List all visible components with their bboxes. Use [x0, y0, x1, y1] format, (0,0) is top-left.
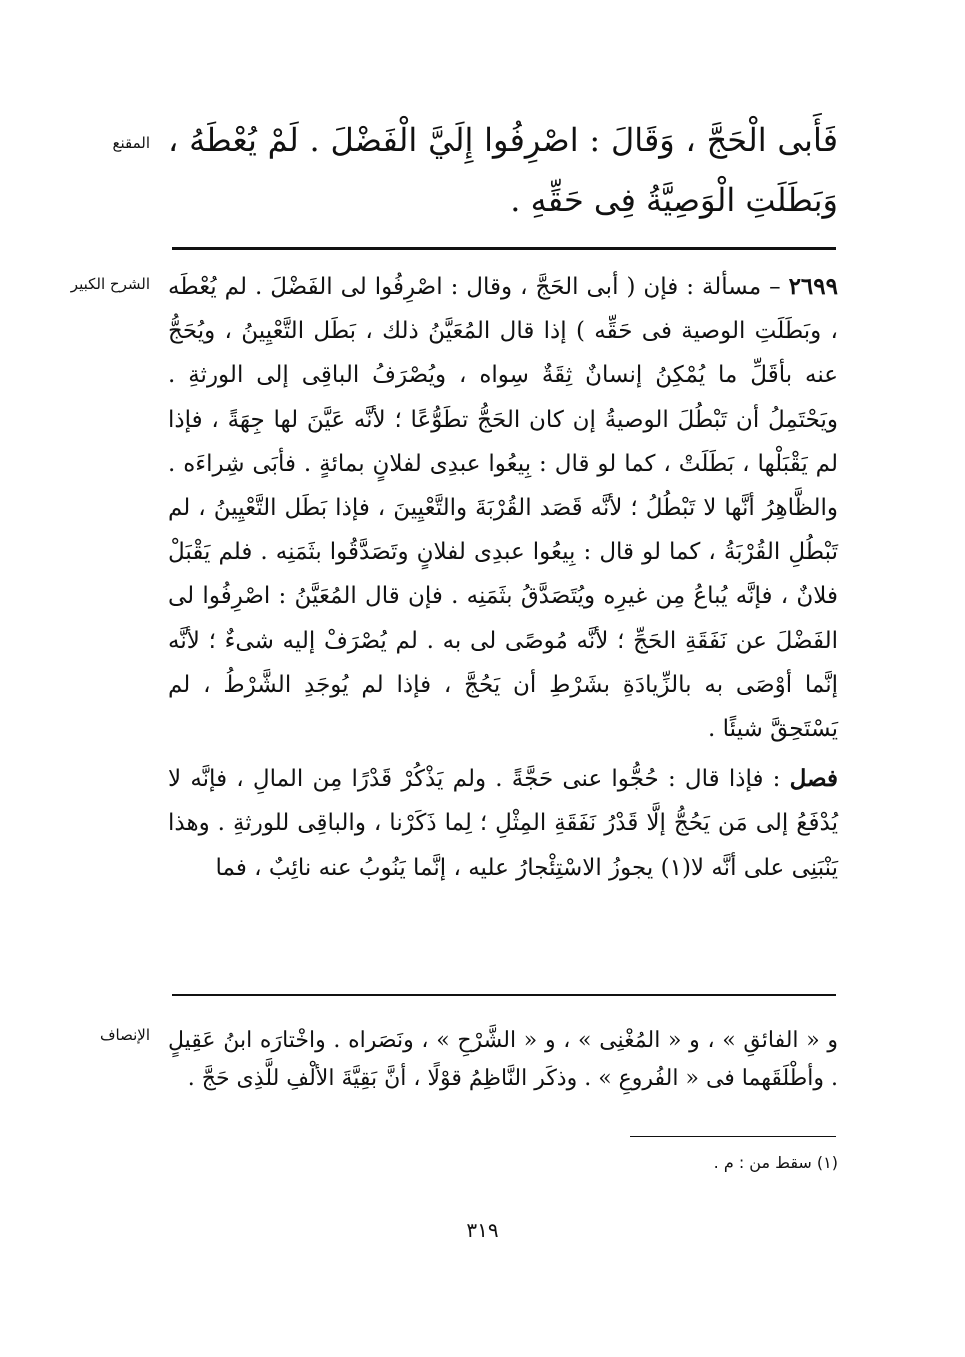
sharh-label: الشرح الكبير — [70, 275, 150, 293]
masala-body: – مسألة : فإن ( أبى الحَجَّ ، وقال : اصْرِفُوا لى الفَضْلَ . لم يُعْطَه ، وبَطَلَتِ الوصية فى حَقِّه ) إذا قال المُعَيَّنُ ذلك ، بَطَل التَّعْيِينُ ، ويُحَجُّ عنه بأقَلِّ ما يُمْكِنُ إنسانٌ ثِقَةٌ سِواه ، ويُصْرَفُ الباقِى إلى الورثةِ . ويَحْتَمِلُ أن تَبْطُلَ الوصيةُ إن كان الحَجُّ تطَوُّعًا ؛ لأنَّه عَيَّنَ لها جِهَةً ، فإذا لم يَقْبَلْها ، بَطَلَتْ ، كما لو قال : بِيعُوا عبدِى لفلانٍ بمائةٍ . فأبَى شِراءَه . والظَّاهِرُ أنَّها لا تَبْطُلُ ؛ لأنَّه قَصَد القُرْبَةَ والتَّعْيِينَ ، فإذا بَطَل التَّعْيِينُ ، لم تَبْطُلِ القُرْبَةُ ، كما لو قال : بِيعُوا عبدِى لفلانٍ وتَصَدَّقُوا بثَمَنِه . فلم يَقْبَلْ فلانٌ ، فإنَّه يُباعُ مِن غيرِه ويُتَصَدَّقُ بثَمَنِه . فإن قال المُعَيَّنُ : اصْرِفُوا لى الفَضْلَ عن نَفَقَةِ الحَجِّ ؛ لأنَّه مُوصًى لى به . لم يُصْرَفْ إليه شىءٌ ؛ لأنَّه إنَّما أوْصَى به بالزِّيادَةِ بشَرْطِ أن يَحُجَّ ، فإذا لم يُوجَدِ الشَّرْطُ ، لم يَسْتَحِقَّ شيئًا . — [168, 274, 838, 743]
fasl-heading: فصل — [789, 765, 838, 793]
fasl-body: : فإذا قال : حُجُّوا عنى حَجَّةً . ولم يَذْكُرْ قَدْرًا مِن المالِ ، فإنَّه لا يُدْفَعُ إلى مَن يَحُجُّ إلَّا قَدْرُ نَفَقَةِ المِثْلِ ؛ لِما ذَكَرْنا ، والباقِى للورثةِ . وهذا يَنْبَنِى على أنَّه لا(١) يجوزُ الاسْتِئْجارُ عليه ، إنَّما يَنُوبُ عنه نائِبٌ ، فما — [168, 766, 838, 881]
masala-paragraph — [168, 265, 838, 751]
sharh-text — [168, 265, 838, 890]
insaf-section — [0, 1022, 965, 1107]
fasl-paragraph — [168, 757, 838, 890]
insaf-text: و « الفائقِ » ، و « المُغْنِى » ، و « الشَّرْحِ » ، ونَصَراه . واخْتارَه ابنُ عَقِيلٍ . وأطْلَقَهما فى « الفُروعِ » . وذكَر النَّاظِمُ قوْلًا ، أنَّ بَقِيَّةَ الألْفِ للَّذِى حَجَّ . — [168, 1028, 838, 1091]
top-divider — [172, 247, 836, 250]
footnote: (١) سقط من : م . — [713, 1153, 838, 1172]
muqni-section — [0, 110, 965, 240]
muqni-text: فَأَبى الْحَجَّ ، وَقَالَ : اصْرِفُوا إِلَيَّ الْفَضْلَ . لَمْ يُعْطَهُ ، وَبَطَلَتِ الْوَصِيَّةُ فِى حَقِّهِ . — [168, 121, 838, 219]
sharh-section — [0, 265, 965, 955]
page-number: ٣١٩ — [466, 1218, 499, 1242]
insaf-label: الإنصاف — [99, 1026, 150, 1044]
middle-divider — [172, 994, 836, 996]
footnote-divider — [630, 1136, 836, 1137]
muqni-label: المقنع — [112, 134, 150, 152]
masala-number: ٢٦٩٩ — [788, 273, 838, 300]
